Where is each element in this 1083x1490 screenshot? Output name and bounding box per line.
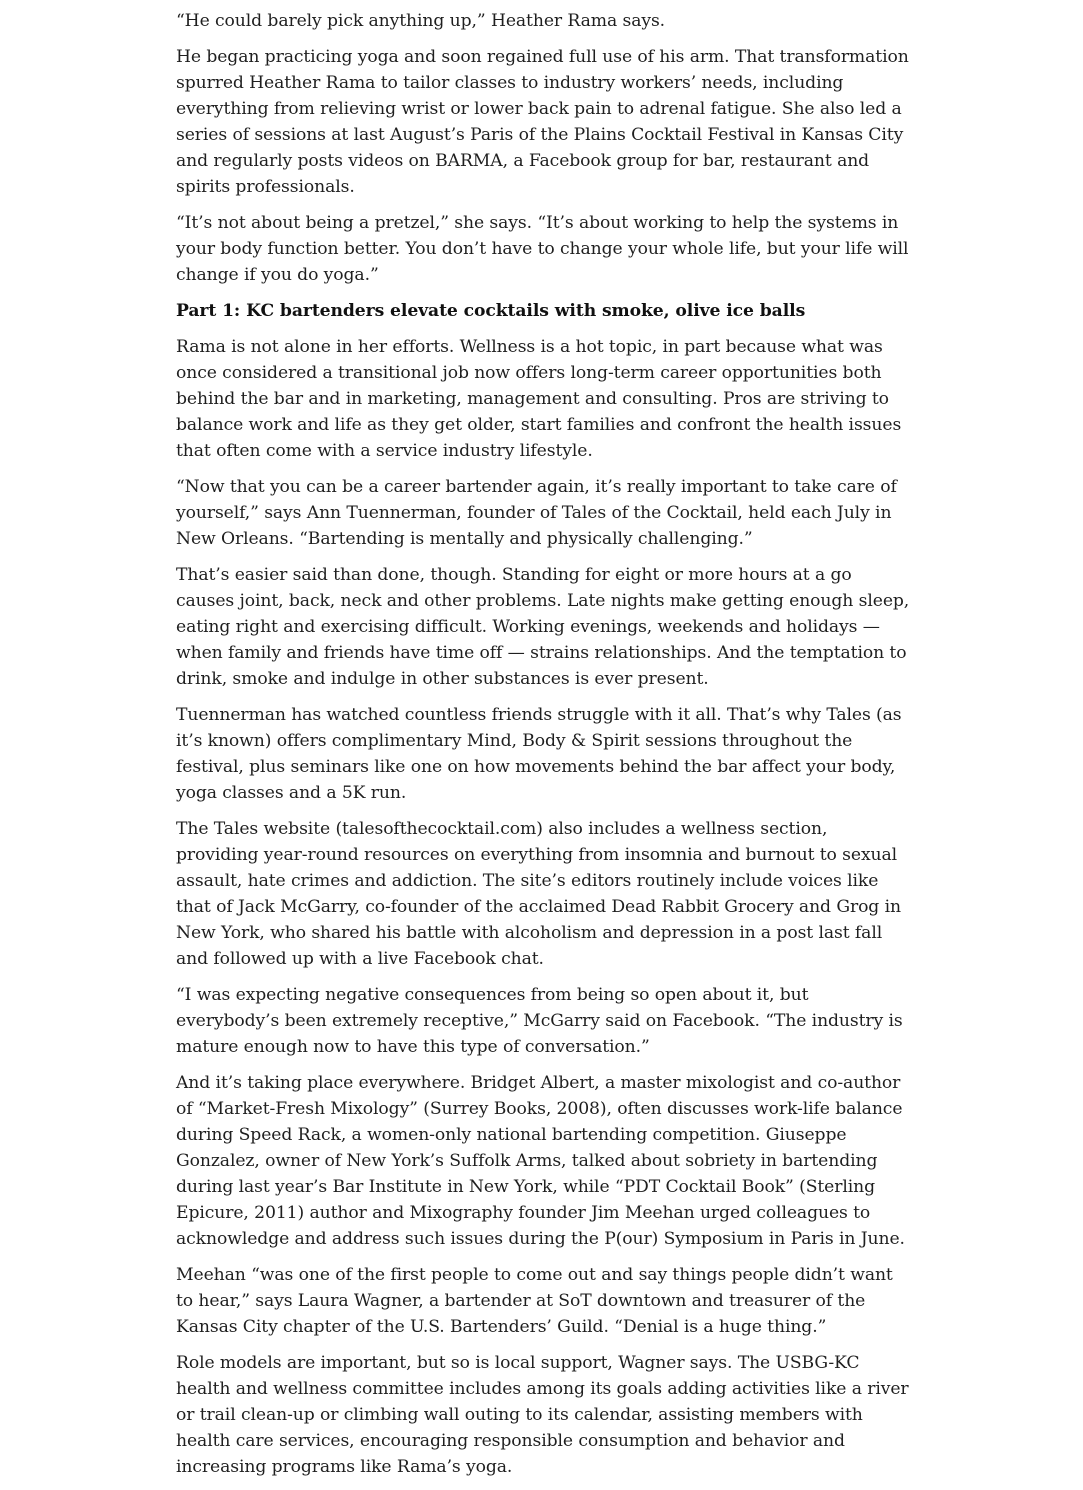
related-article-heading: Part 1: KC bartenders elevate cocktails with smoke, olive ice balls bbox=[176, 301, 806, 321]
paragraph: Tuennerman has watched countless friends struggle with it all. That’s why Tales (as it’s known) offers complimentary Mind, Body & Spirit sessions throughout the festival, plus seminars like one on how movements behind the bar affect your body, yoga classes and a 5K run. bbox=[176, 705, 902, 803]
paragraph: Meehan “was one of the first people to come out and say things people didn’t want to hear,” says Laura Wagner, a bartender at SoT downtown and treasurer of the Kansas City chapter of the U.S. Bartenders’ Guild. “Denial is a huge thing.” bbox=[176, 1265, 893, 1337]
paragraph: The Tales website (talesofthecocktail.com) also includes a wellness section, providing year-round resources on everything from insomnia and burnout to sexual assault, hate crimes and addiction. The site’s editors routinely include voices like that of Jack McGarry, co-founder of the acclaimed Dead Rabbit Grocery and Grog in New York, who shared his battle with alcoholism and depression in a post last fall and followed up with a live Facebook chat. bbox=[176, 819, 901, 969]
paragraph: “It’s not about being a pretzel,” she says. “It’s about working to help the systems in your body function better. You don’t have to change your whole life, but your life will change if you do yoga.” bbox=[176, 213, 909, 285]
paragraph: Rama is not alone in her efforts. Wellness is a hot topic, in part because what was once considered a transitional job now offers long-term career opportunities both behind the bar and in marketing, management and consulting. Pros are striving to balance work and life as they get older, start families and confront the health issues that often come with a service industry lifestyle. bbox=[176, 337, 902, 461]
paragraph: “Now that you can be a career bartender again, it’s really important to take care of yourself,” says Ann Tuennerman, founder of Tales of the Cocktail, held each July in New Orleans. “Bartending is mentally and physically challenging.” bbox=[176, 477, 897, 549]
paragraph: And it’s taking place everywhere. Bridget Albert, a master mixologist and co-author of “Market-Fresh Mixology” (Surrey Books, 2008), often discusses work-life balance during Speed Rack, a women-only national bartending competition. Giuseppe Gonzalez, owner of New York’s Suffolk Arms, talked about sobriety in bartending during last year’s Bar Institute in New York, while “PDT Cocktail Book” (Sterling Epicure, 2011) author and Mixography founder Jim Meehan urged colleagues to acknowledge and address such issues during the P(our) Symposium in Paris in June. bbox=[176, 1073, 905, 1249]
article-body bbox=[176, 8, 911, 1490]
paragraph: Role models are important, but so is local support, Wagner says. The USBG-KC health and wellness committee includes among its goals adding activities like a river or trail clean-up or climbing wall outing to its calendar, assisting members with health care services, encouraging responsible consumption and behavior and increasing programs like Rama’s yoga. bbox=[176, 1353, 909, 1477]
paragraph: That’s easier said than done, though. Standing for eight or more hours at a go causes joint, back, neck and other problems. Late nights make getting enough sleep, eating right and exercising difficult. Working evenings, weekends and holidays — when family and friends have time off — strains relationships. And the temptation to drink, smoke and indulge in other substances is ever present. bbox=[176, 565, 910, 689]
paragraph: “I was expecting negative consequences from being so open about it, but everybody’s been extremely receptive,” McGarry said on Facebook. “The industry is mature enough now to have this type of conversation.” bbox=[176, 985, 903, 1057]
paragraph: “He could barely pick anything up,” Heather Rama says. bbox=[176, 11, 666, 31]
paragraph: He began practicing yoga and soon regained full use of his arm. That transformation spurred Heather Rama to tailor classes to industry workers’ needs, including everything from relieving wrist or lower back pain to adrenal fatigue. She also led a series of sessions at last August’s Paris of the Plains Cocktail Festival in Kansas City and regularly posts videos on BARMA, a Facebook group for bar, restaurant and spirits professionals. bbox=[176, 47, 909, 197]
